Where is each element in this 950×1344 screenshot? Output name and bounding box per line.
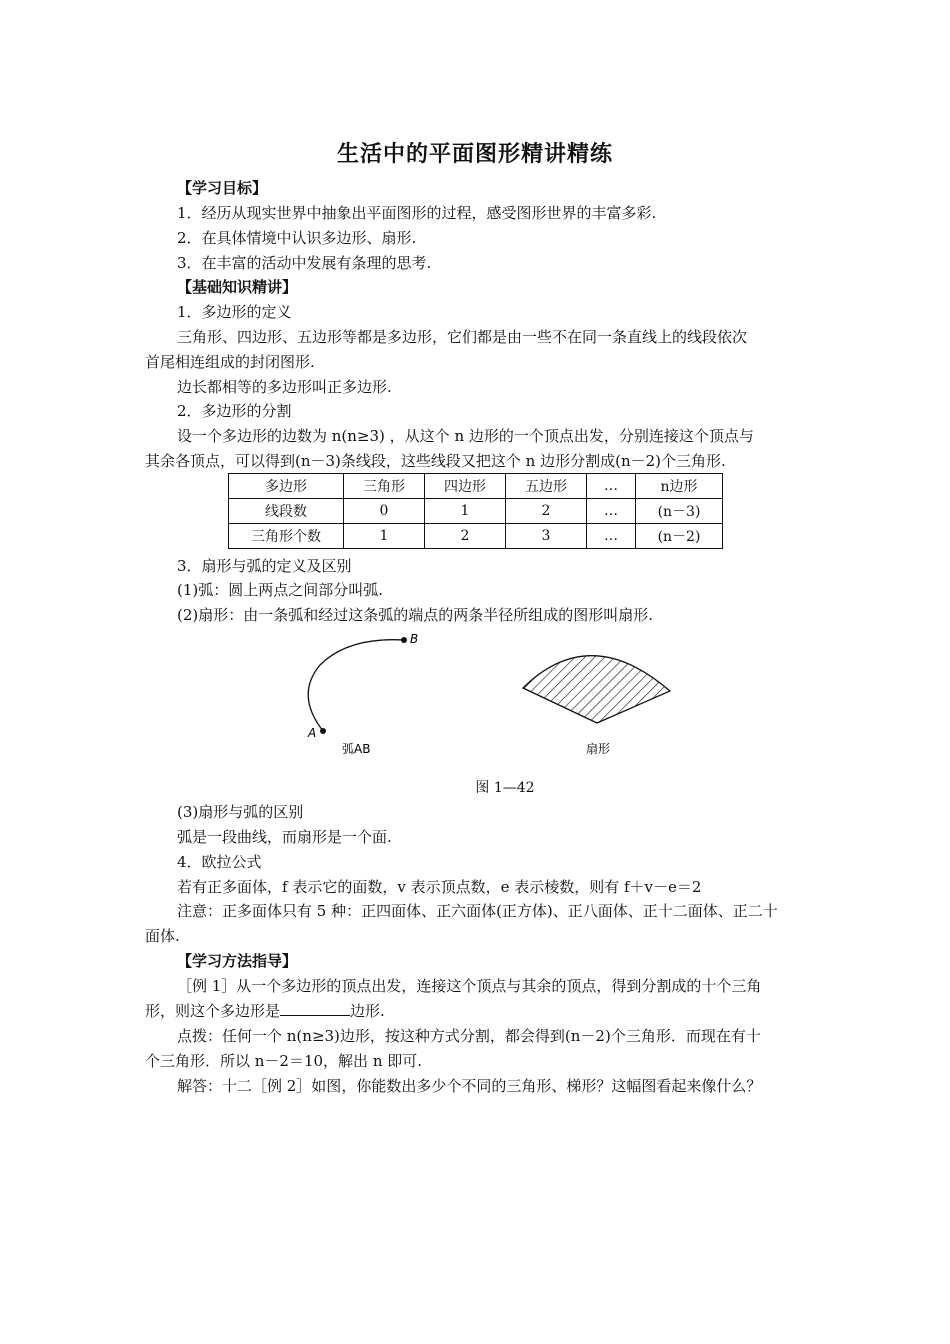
paragraph: 首尾相连组成的封闭图形.	[145, 353, 315, 371]
basics-heading: 【基础知识精讲】	[177, 278, 298, 296]
table-header-cell: 多边形	[229, 474, 344, 499]
table-header-row	[229, 474, 723, 499]
table-row	[229, 524, 723, 549]
table-header-cell: 三角形	[344, 474, 425, 499]
example-text: 边形.	[350, 1002, 385, 1020]
paragraph: 注意：正多面体只有 5 种：正四面体、正六面体(正方体)、正八面体、正十二面体、正二十	[177, 902, 778, 920]
table-header-cell: …	[587, 474, 636, 499]
table-header-cell: n边形	[636, 474, 723, 499]
paragraph: 解答：十二［例 2］如图，你能数出多少个不同的三角形、梯形？这幅图看起来像什么？	[177, 1077, 762, 1095]
table-row	[229, 499, 723, 524]
table-cell: (n－3)	[636, 499, 723, 524]
arc-sector-figure	[290, 625, 710, 765]
goal-item: 2．在具体情境中认识多边形、扇形.	[177, 229, 417, 247]
table-cell: 2	[506, 499, 587, 524]
paragraph: 个三角形．所以 n－2＝10，解出 n 即可.	[145, 1052, 423, 1070]
paragraph: 若有正多面体，f 表示它的面数，v 表示顶点数，e 表示棱数，则有 f＋v－e＝2	[177, 878, 702, 896]
arc-label: 弧AB	[342, 742, 371, 756]
page-title: 生活中的平面图形精讲精练	[336, 142, 613, 167]
goal-item: 3．在丰富的活动中发展有条理的思考.	[177, 254, 432, 272]
paragraph: (2)扇形：由一条弧和经过这条弧的端点的两条半径所组成的图形叫扇形.	[177, 606, 654, 624]
paragraph: 三角形、四边形、五边形等都是多边形，它们都是由一些不在同一条直线上的线段依次	[177, 328, 748, 346]
table-cell: 0	[344, 499, 425, 524]
sector-label: 扇形	[586, 742, 611, 756]
paragraph: 点拨：任何一个 n(n≥3)边形，按这种方式分割，都会得到(n－2)个三角形．而现在有十	[177, 1027, 761, 1045]
paragraph: 面体.	[145, 927, 180, 945]
section-heading: 2．多边形的分割	[177, 402, 292, 420]
paragraph: 设一个多边形的边数为 n(n≥3) ，从这个 n 边形的一个顶点出发，分别连接这个顶点与	[177, 427, 754, 445]
paragraph: 边长都相等的多边形叫正多边形.	[177, 378, 392, 396]
section-heading: 4．欧拉公式	[177, 853, 262, 871]
table-cell: …	[587, 499, 636, 524]
sector-shape	[523, 656, 670, 723]
paragraph: (1)弧：圆上两点之间部分叫弧.	[177, 581, 384, 599]
answer-blank	[280, 1001, 350, 1016]
point-a-label: A	[308, 726, 317, 740]
table-cell: (n－2)	[636, 524, 723, 549]
section-heading: (3)扇形与弧的区别	[177, 803, 304, 821]
paragraph: 其余各顶点，可以得到(n－3)条线段，这些线段又把这个 n 边形分割成(n－2)个三角形.	[145, 452, 726, 470]
figure-caption: 图 1—42	[475, 780, 535, 796]
method-heading: 【学习方法指导】	[177, 952, 298, 970]
point-b-label: B	[410, 632, 419, 646]
paragraph: ［例 1］从一个多边形的顶点出发，连接这个顶点与其余的顶点，得到分割成的十个三角	[177, 977, 762, 995]
goals-heading: 【学习目标】	[177, 179, 268, 197]
table-header-cell: 五边形	[506, 474, 587, 499]
table-cell: 1	[425, 499, 506, 524]
table-header-cell: 四边形	[425, 474, 506, 499]
table-cell: 线段数	[229, 499, 344, 524]
table-cell: 3	[506, 524, 587, 549]
point-a-dot	[320, 728, 326, 734]
polygon-table	[228, 473, 723, 549]
table-cell: 1	[344, 524, 425, 549]
table-cell: 三角形个数	[229, 524, 344, 549]
table-cell: 2	[425, 524, 506, 549]
example-text: 形，则这个多边形是	[145, 1002, 281, 1020]
arc-ab	[308, 640, 404, 731]
example-line	[145, 1001, 385, 1021]
paragraph: 弧是一段曲线，而扇形是一个面.	[177, 828, 392, 846]
goal-item: 1．经历从现实世界中抽象出平面图形的过程，感受图形世界的丰富多彩.	[177, 204, 657, 222]
point-b-dot	[401, 637, 407, 643]
section-heading: 3．扇形与弧的定义及区别	[177, 557, 352, 575]
section-heading: 1．多边形的定义	[177, 303, 292, 321]
table-cell: …	[587, 524, 636, 549]
